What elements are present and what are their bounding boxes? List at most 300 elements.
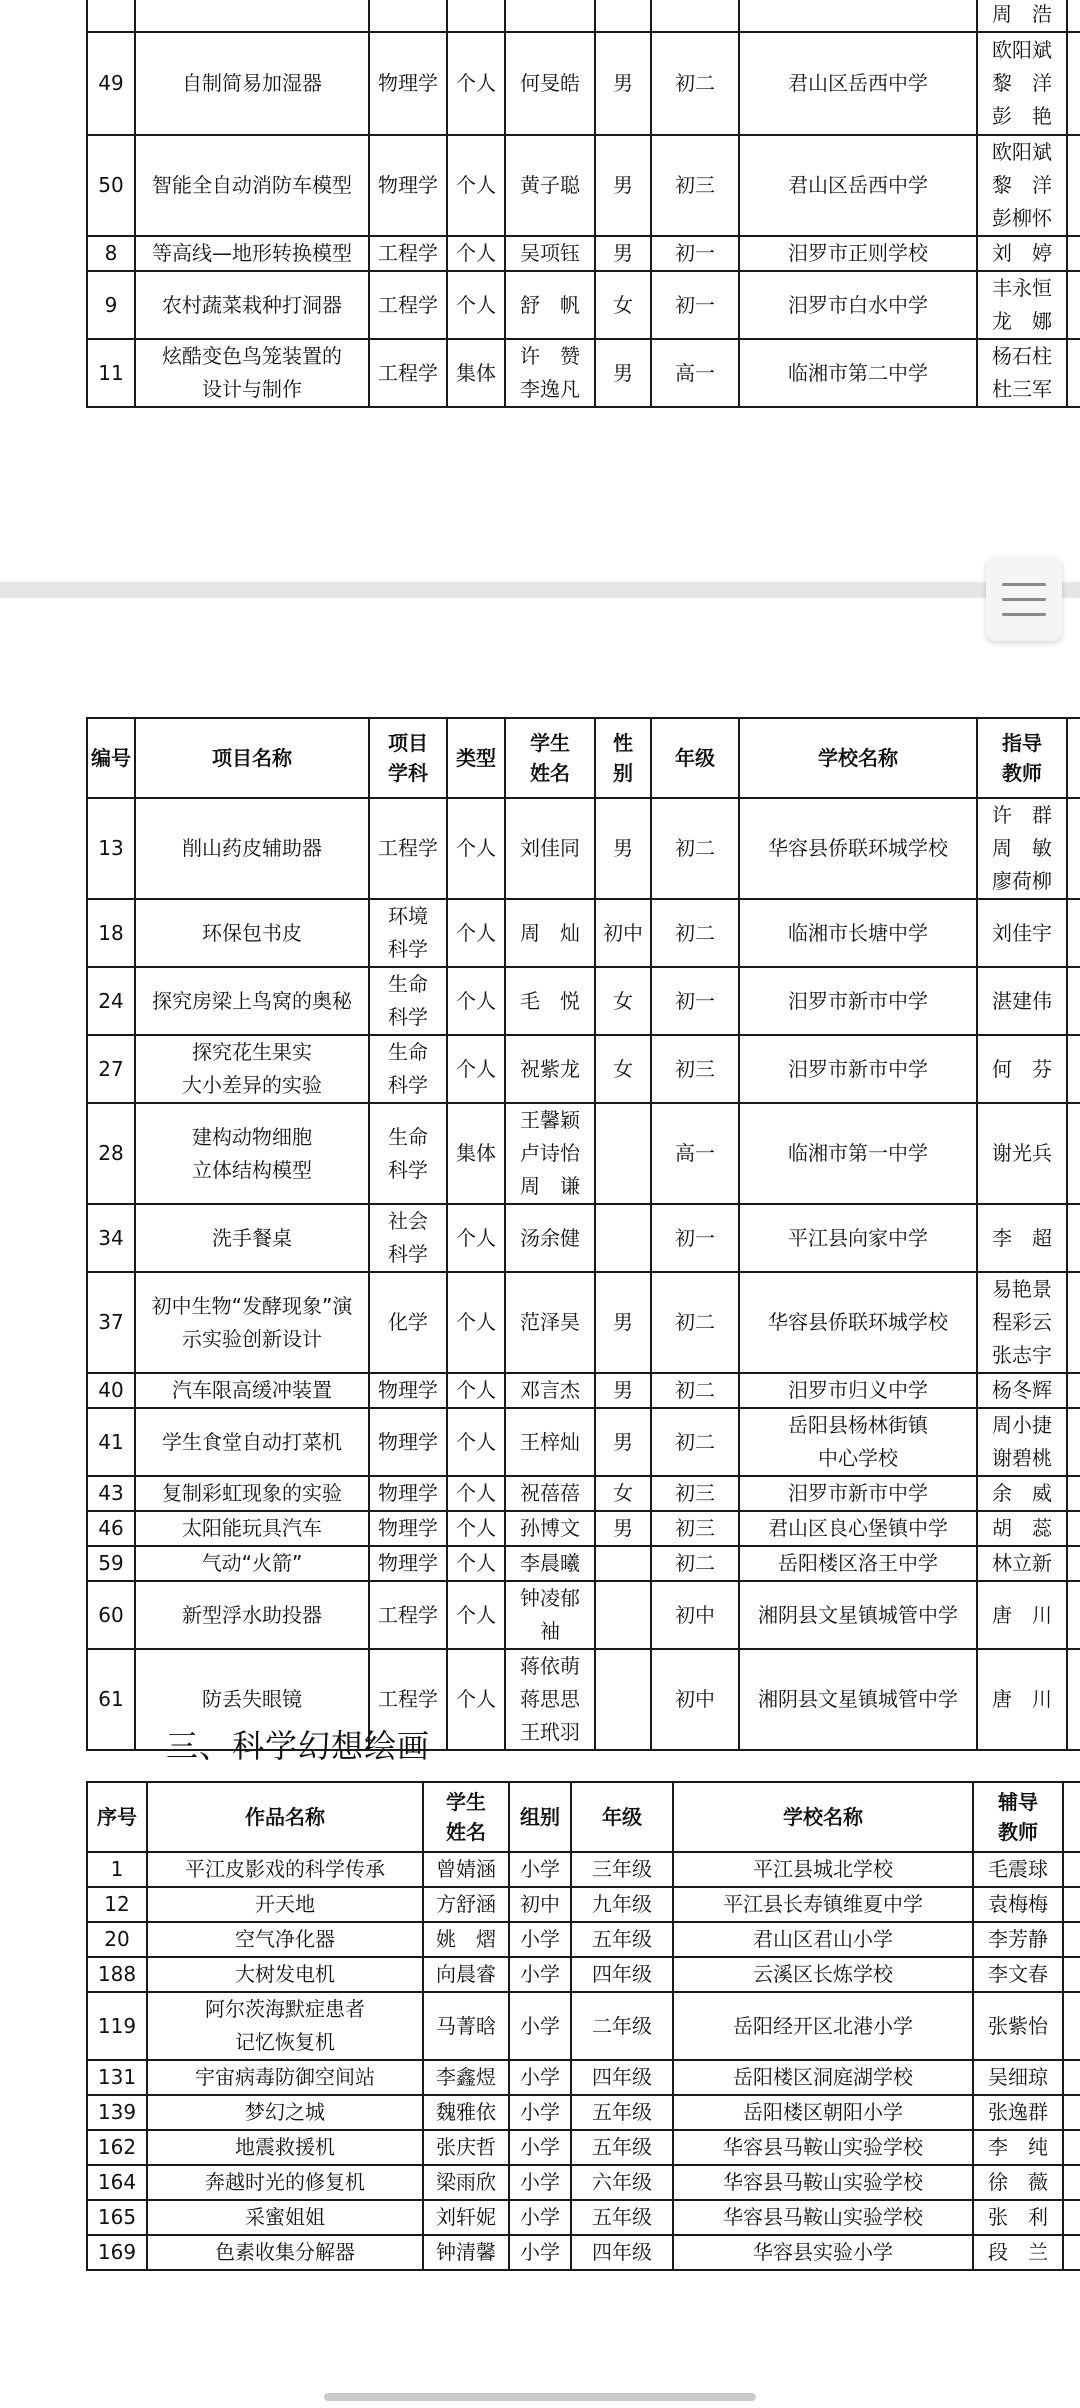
cell-name: 自制简易加湿器 xyxy=(135,32,369,135)
cell-teacher: 杨冬辉 xyxy=(977,1373,1067,1408)
cell-teacher: 唐 川 xyxy=(977,1581,1067,1649)
cell-student: 方舒涵 xyxy=(423,1887,509,1922)
cell-no: 8 xyxy=(87,236,135,271)
cell-no: 49 xyxy=(87,32,135,135)
cell-school: 汨罗市正则学校 xyxy=(739,236,977,271)
cell-no: 27 xyxy=(87,1035,135,1103)
cell-name: 探究花生果实 大小差异的实验 xyxy=(135,1035,369,1103)
cell-name: 学生食堂自动打菜机 xyxy=(135,1408,369,1476)
cell-gender: 女 xyxy=(595,967,651,1035)
cell-grade: 初二 xyxy=(651,1408,739,1476)
cell-no: 37 xyxy=(87,1272,135,1373)
cell-student: 曾婧涵 xyxy=(423,1852,509,1887)
cell-teacher: 李芳静 xyxy=(973,1922,1063,1957)
table-row xyxy=(87,1852,1080,1887)
cell-extra xyxy=(1067,1581,1080,1649)
cell-subject: 化学 xyxy=(369,1272,447,1373)
cell-school: 君山区良心堡镇中学 xyxy=(739,1511,977,1546)
cell-no: 13 xyxy=(87,798,135,899)
cell-subject xyxy=(369,0,447,32)
cell-type: 个人 xyxy=(447,1511,505,1546)
cell-subject: 生命 科学 xyxy=(369,1035,447,1103)
cell-school: 华容县马鞍山实验学校 xyxy=(673,2200,973,2235)
table-row xyxy=(87,2060,1080,2095)
cell-teacher: 欧阳斌 黎 洋 彭 艳 xyxy=(977,32,1067,135)
cell-extra xyxy=(1067,135,1080,236)
cell-student: 梁雨欣 xyxy=(423,2165,509,2200)
cell-teacher: 张 利 xyxy=(973,2200,1063,2235)
cell-no: 40 xyxy=(87,1373,135,1408)
cell-extra xyxy=(1067,236,1080,271)
cell-student: 王馨颖 卢诗怡 周 谦 xyxy=(505,1103,595,1204)
cell-student: 姚 熠 xyxy=(423,1922,509,1957)
cell-student: 吴项钰 xyxy=(505,236,595,271)
cell-no: 50 xyxy=(87,135,135,236)
cell-school: 平江县长寿镇维夏中学 xyxy=(673,1887,973,1922)
cell-gender: 男 xyxy=(595,135,651,236)
cell-school: 汨罗市新市中学 xyxy=(739,967,977,1035)
cell-teacher: 李 超 xyxy=(977,1204,1067,1272)
page-gap xyxy=(0,582,1080,598)
header-grade: 年级 xyxy=(571,1782,673,1852)
cell-student: 黄子聪 xyxy=(505,135,595,236)
hamburger-menu-icon-line xyxy=(1002,598,1046,601)
cell-grade: 初二 xyxy=(651,899,739,967)
table-row xyxy=(87,1511,1080,1546)
cell-teacher: 吴细琼 xyxy=(973,2060,1063,2095)
cell-grade: 高一 xyxy=(651,339,739,407)
cell-student: 刘轩妮 xyxy=(423,2200,509,2235)
cell-teacher: 胡 蕊 xyxy=(977,1511,1067,1546)
cell-school: 君山区君山小学 xyxy=(673,1922,973,1957)
drawing-table xyxy=(86,1781,1080,2271)
table-row xyxy=(87,2095,1080,2130)
cell-gender: 初中 xyxy=(595,899,651,967)
cell-student: 祝紫龙 xyxy=(505,1035,595,1103)
cell-teacher: 余 威 xyxy=(977,1476,1067,1511)
cell-group: 小学 xyxy=(509,2165,571,2200)
cell-gender: 男 xyxy=(595,1272,651,1373)
cell-student: 向晨睿 xyxy=(423,1957,509,1992)
cell-school: 岳阳县杨林街镇 中心学校 xyxy=(739,1408,977,1476)
cell-group: 小学 xyxy=(509,1992,571,2060)
cell-gender xyxy=(595,0,651,32)
cell-no: 18 xyxy=(87,899,135,967)
cell-extra xyxy=(1067,899,1080,967)
table-row xyxy=(87,798,1080,899)
cell-subject: 社会 科学 xyxy=(369,1204,447,1272)
header-no: 序号 xyxy=(87,1782,147,1852)
header-teacher: 辅导 教师 xyxy=(973,1782,1063,1852)
cell-name: 太阳能玩具汽车 xyxy=(135,1511,369,1546)
cell-grade: 初一 xyxy=(651,1204,739,1272)
cell-grade: 二年级 xyxy=(571,1992,673,2060)
cell-no: 28 xyxy=(87,1103,135,1204)
cell-teacher: 周 浩 xyxy=(977,0,1067,32)
cell-school: 临湘市第二中学 xyxy=(739,339,977,407)
project-table-body xyxy=(87,798,1080,1750)
cell-gender: 男 xyxy=(595,339,651,407)
table-row xyxy=(87,1272,1080,1373)
cell-school: 汨罗市白水中学 xyxy=(739,271,977,339)
cell-grade: 四年级 xyxy=(571,1957,673,1992)
cell-gender xyxy=(595,1649,651,1750)
cell-school: 华容县马鞍山实验学校 xyxy=(673,2130,973,2165)
cell-extra xyxy=(1067,32,1080,135)
cell-no: 60 xyxy=(87,1581,135,1649)
cell-name: 开天地 xyxy=(147,1887,423,1922)
cell-extra xyxy=(1067,271,1080,339)
cell-no: 20 xyxy=(87,1922,147,1957)
cell-school: 临湘市第一中学 xyxy=(739,1103,977,1204)
home-indicator[interactable] xyxy=(324,2393,756,2401)
cell-no: 1 xyxy=(87,1852,147,1887)
cell-school: 平江县向家中学 xyxy=(739,1204,977,1272)
cell-type: 个人 xyxy=(447,32,505,135)
table-row xyxy=(87,899,1080,967)
cell-student: 钟凌郁 袖 xyxy=(505,1581,595,1649)
cell-school: 岳阳楼区洛王中学 xyxy=(739,1546,977,1581)
cell-name: 平江皮影戏的科学传承 xyxy=(147,1852,423,1887)
table-row xyxy=(87,339,1080,407)
cell-type: 个人 xyxy=(447,1373,505,1408)
cell-gender: 男 xyxy=(595,1408,651,1476)
cell-subject: 物理学 xyxy=(369,1476,447,1511)
cell-type: 个人 xyxy=(447,1272,505,1373)
cell-name: 复制彩虹现象的实验 xyxy=(135,1476,369,1511)
header-student: 学生 姓名 xyxy=(505,718,595,798)
menu-button[interactable] xyxy=(986,557,1062,641)
cell-name: 削山药皮辅助器 xyxy=(135,798,369,899)
cell-grade: 初二 xyxy=(651,1546,739,1581)
cell-type: 个人 xyxy=(447,1035,505,1103)
cell-extra xyxy=(1063,2165,1080,2200)
cell-name: 空气净化器 xyxy=(147,1922,423,1957)
cell-teacher: 易艳景 程彩云 张志宇 xyxy=(977,1272,1067,1373)
cell-gender: 女 xyxy=(595,271,651,339)
cell-student: 王梓灿 xyxy=(505,1408,595,1476)
cell-extra xyxy=(1063,1957,1080,1992)
cell-extra xyxy=(1067,1272,1080,1373)
cell-student: 蒋依萌 蒋思思 王玳羽 xyxy=(505,1649,595,1750)
cell-no: 12 xyxy=(87,1887,147,1922)
cell-type: 个人 xyxy=(447,236,505,271)
cell-grade: 三年级 xyxy=(571,1852,673,1887)
table-row xyxy=(87,2130,1080,2165)
cell-student: 舒 帆 xyxy=(505,271,595,339)
cell-name: 建构动物细胞 立体结构模型 xyxy=(135,1103,369,1204)
cell-extra xyxy=(1067,967,1080,1035)
table-row xyxy=(87,1581,1080,1649)
cell-gender: 男 xyxy=(595,1511,651,1546)
cell-type: 个人 xyxy=(447,1476,505,1511)
cell-group: 小学 xyxy=(509,2200,571,2235)
cell-name: 地震救援机 xyxy=(147,2130,423,2165)
cell-teacher: 刘佳宇 xyxy=(977,899,1067,967)
table-header-row xyxy=(87,718,1080,798)
cell-type: 个人 xyxy=(447,1581,505,1649)
cell-teacher: 刘 婷 xyxy=(977,236,1067,271)
cell-name: 气动“火箭” xyxy=(135,1546,369,1581)
cell-extra xyxy=(1067,1649,1080,1750)
cell-teacher: 欧阳斌 黎 洋 彭柳怀 xyxy=(977,135,1067,236)
cell-name: 大树发电机 xyxy=(147,1957,423,1992)
cell-school: 华容县实验小学 xyxy=(673,2235,973,2270)
cell-subject: 工程学 xyxy=(369,236,447,271)
cell-extra xyxy=(1067,1408,1080,1476)
cell-name: 色素收集分解器 xyxy=(147,2235,423,2270)
cell-group: 小学 xyxy=(509,2060,571,2095)
cell-no: 131 xyxy=(87,2060,147,2095)
cell-school: 云溪区长炼学校 xyxy=(673,1957,973,1992)
cell-grade: 初二 xyxy=(651,1373,739,1408)
cell-student: 刘佳同 xyxy=(505,798,595,899)
cell-name: 奔越时光的修复机 xyxy=(147,2165,423,2200)
cell-teacher: 杨石柱 杜三军 xyxy=(977,339,1067,407)
hamburger-menu-icon-line xyxy=(1002,613,1046,616)
cell-grade: 初中 xyxy=(651,1649,739,1750)
cell-teacher: 袁梅梅 xyxy=(973,1887,1063,1922)
cell-grade: 初三 xyxy=(651,1476,739,1511)
cell-grade: 五年级 xyxy=(571,2130,673,2165)
cell-grade: 四年级 xyxy=(571,2060,673,2095)
cell-grade: 初三 xyxy=(651,135,739,236)
header-extra xyxy=(1067,718,1080,798)
cell-student: 李晨曦 xyxy=(505,1546,595,1581)
cell-group: 小学 xyxy=(509,2130,571,2165)
cell-extra xyxy=(1063,1852,1080,1887)
cell-extra xyxy=(1067,1476,1080,1511)
cell-group: 小学 xyxy=(509,1922,571,1957)
cell-grade: 六年级 xyxy=(571,2165,673,2200)
cell-teacher: 李文春 xyxy=(973,1957,1063,1992)
cell-type: 个人 xyxy=(447,899,505,967)
table-row xyxy=(87,135,1080,236)
cell-school: 岳阳楼区朝阳小学 xyxy=(673,2095,973,2130)
header-subject: 项目 学科 xyxy=(369,718,447,798)
table-row xyxy=(87,2200,1080,2235)
table-row xyxy=(87,2235,1080,2270)
cell-extra xyxy=(1063,2200,1080,2235)
cell-name: 智能全自动消防车模型 xyxy=(135,135,369,236)
cell-grade: 初二 xyxy=(651,32,739,135)
table-row xyxy=(87,1957,1080,1992)
cell-no: 24 xyxy=(87,967,135,1035)
cell-grade: 九年级 xyxy=(571,1887,673,1922)
cell-grade: 初一 xyxy=(651,236,739,271)
cell-teacher: 徐 薇 xyxy=(973,2165,1063,2200)
cell-grade: 初二 xyxy=(651,1272,739,1373)
table-row xyxy=(87,1546,1080,1581)
cell-school: 临湘市长塘中学 xyxy=(739,899,977,967)
cell-student: 何旻皓 xyxy=(505,32,595,135)
cell-no: 164 xyxy=(87,2165,147,2200)
cell-subject: 物理学 xyxy=(369,1373,447,1408)
cell-grade: 初中 xyxy=(651,1581,739,1649)
cell-school: 华容县侨联环城学校 xyxy=(739,1272,977,1373)
cell-teacher: 唐 川 xyxy=(977,1649,1067,1750)
cell-type: 个人 xyxy=(447,135,505,236)
cell-extra xyxy=(1067,1035,1080,1103)
cell-subject: 生命 科学 xyxy=(369,967,447,1035)
cell-gender: 男 xyxy=(595,32,651,135)
section-title: 三、科学幻想绘画 xyxy=(166,1727,431,1765)
cell-subject: 工程学 xyxy=(369,339,447,407)
cell-subject: 工程学 xyxy=(369,1581,447,1649)
cell-name: 洗手餐桌 xyxy=(135,1204,369,1272)
table-row xyxy=(87,1992,1080,2060)
cell-subject: 环境 科学 xyxy=(369,899,447,967)
cell-no: 119 xyxy=(87,1992,147,2060)
cell-student: 李鑫煜 xyxy=(423,2060,509,2095)
table-row xyxy=(87,1373,1080,1408)
cell-no: 188 xyxy=(87,1957,147,1992)
header-extra xyxy=(1063,1782,1080,1852)
cell-gender xyxy=(595,1103,651,1204)
cell-teacher: 丰永恒 龙 娜 xyxy=(977,271,1067,339)
cell-name: 新型浮水助投器 xyxy=(135,1581,369,1649)
header-gender: 性 别 xyxy=(595,718,651,798)
table-row xyxy=(87,1476,1080,1511)
cell-name: 炫酷变色鸟笼装置的 设计与制作 xyxy=(135,339,369,407)
table-row xyxy=(87,1103,1080,1204)
cell-school: 华容县侨联环城学校 xyxy=(739,798,977,899)
cell-student: 周 灿 xyxy=(505,899,595,967)
cell-teacher: 毛震球 xyxy=(973,1852,1063,1887)
cell-type: 个人 xyxy=(447,967,505,1035)
cell-student: 魏雅依 xyxy=(423,2095,509,2130)
cell-grade: 初一 xyxy=(651,967,739,1035)
table-row xyxy=(87,32,1080,135)
cell-student: 钟清馨 xyxy=(423,2235,509,2270)
cell-school: 湘阴县文星镇城管中学 xyxy=(739,1649,977,1750)
cell-student: 祝蓓蓓 xyxy=(505,1476,595,1511)
cell-student: 汤余健 xyxy=(505,1204,595,1272)
table-row xyxy=(87,967,1080,1035)
cell-school: 汨罗市新市中学 xyxy=(739,1035,977,1103)
header-student: 学生 姓名 xyxy=(423,1782,509,1852)
cell-no: 46 xyxy=(87,1511,135,1546)
cell-student: 范泽昊 xyxy=(505,1272,595,1373)
cell-student: 许 赞 李逸凡 xyxy=(505,339,595,407)
cell-no: 34 xyxy=(87,1204,135,1272)
cell-teacher: 张逸群 xyxy=(973,2095,1063,2130)
cell-type: 个人 xyxy=(447,798,505,899)
cell-gender xyxy=(595,1204,651,1272)
cell-grade: 五年级 xyxy=(571,2200,673,2235)
cell-no: 139 xyxy=(87,2095,147,2130)
cell-name: 采蜜姐姐 xyxy=(147,2200,423,2235)
cell-teacher: 何 芬 xyxy=(977,1035,1067,1103)
cell-student: 张庆哲 xyxy=(423,2130,509,2165)
cell-extra xyxy=(1063,2235,1080,2270)
table-row xyxy=(87,0,1080,32)
cell-name: 防丢失眼镜 xyxy=(135,1649,369,1750)
cell-name: 梦幻之城 xyxy=(147,2095,423,2130)
cell-teacher: 许 群 周 敏 廖荷柳 xyxy=(977,798,1067,899)
cell-name: 等高线—地形转换模型 xyxy=(135,236,369,271)
cell-no: 162 xyxy=(87,2130,147,2165)
header-no: 编号 xyxy=(87,718,135,798)
cell-type: 集体 xyxy=(447,339,505,407)
cell-grade: 初三 xyxy=(651,1035,739,1103)
cell-teacher: 湛建伟 xyxy=(977,967,1067,1035)
table-header-row xyxy=(87,1782,1080,1852)
cell-gender: 女 xyxy=(595,1476,651,1511)
cell-teacher: 林立新 xyxy=(977,1546,1067,1581)
cell-gender: 男 xyxy=(595,236,651,271)
cell-teacher: 周小捷 谢碧桃 xyxy=(977,1408,1067,1476)
header-grade: 年级 xyxy=(651,718,739,798)
cell-gender xyxy=(595,1581,651,1649)
header-type: 类型 xyxy=(447,718,505,798)
cell-subject: 物理学 xyxy=(369,32,447,135)
project-table-continued xyxy=(86,0,1080,408)
cell-subject: 物理学 xyxy=(369,135,447,236)
header-teacher: 指导 教师 xyxy=(977,718,1067,798)
cell-type: 集体 xyxy=(447,1103,505,1204)
cell-school: 汨罗市新市中学 xyxy=(739,1476,977,1511)
cell-student: 邓言杰 xyxy=(505,1373,595,1408)
cell-school: 湘阴县文星镇城管中学 xyxy=(739,1581,977,1649)
cell-student xyxy=(505,0,595,32)
cell-grade: 初二 xyxy=(651,798,739,899)
cell-grade xyxy=(651,0,739,32)
cell-subject: 工程学 xyxy=(369,1649,447,1750)
cell-no xyxy=(87,0,135,32)
cell-school: 岳阳楼区洞庭湖学校 xyxy=(673,2060,973,2095)
cell-subject: 物理学 xyxy=(369,1408,447,1476)
cell-no: 59 xyxy=(87,1546,135,1581)
cell-type: 个人 xyxy=(447,1546,505,1581)
cell-name: 阿尔茨海默症患者 记忆恢复机 xyxy=(147,1992,423,2060)
cell-gender xyxy=(595,1546,651,1581)
cell-school: 岳阳经开区北港小学 xyxy=(673,1992,973,2060)
cell-subject: 物理学 xyxy=(369,1511,447,1546)
cell-no: 41 xyxy=(87,1408,135,1476)
header-school: 学校名称 xyxy=(739,718,977,798)
cell-group: 小学 xyxy=(509,2095,571,2130)
cell-extra xyxy=(1067,1546,1080,1581)
cell-extra xyxy=(1067,798,1080,899)
cell-no: 169 xyxy=(87,2235,147,2270)
cell-teacher: 张紫怡 xyxy=(973,1992,1063,2060)
cell-extra xyxy=(1063,2130,1080,2165)
drawing-table-body xyxy=(87,1852,1080,2270)
cell-no: 43 xyxy=(87,1476,135,1511)
table-row xyxy=(87,1204,1080,1272)
cell-teacher: 段 兰 xyxy=(973,2235,1063,2270)
cell-name: 探究房梁上鸟窝的奥秘 xyxy=(135,967,369,1035)
cell-extra xyxy=(1067,1511,1080,1546)
cell-no: 165 xyxy=(87,2200,147,2235)
cell-extra xyxy=(1063,1992,1080,2060)
cell-no: 61 xyxy=(87,1649,135,1750)
project-table xyxy=(86,717,1080,1751)
cell-teacher: 李 纯 xyxy=(973,2130,1063,2165)
table-row xyxy=(87,1922,1080,1957)
cell-group: 小学 xyxy=(509,1852,571,1887)
header-project-name: 项目名称 xyxy=(135,718,369,798)
cell-grade: 初一 xyxy=(651,271,739,339)
cell-extra xyxy=(1063,1922,1080,1957)
table-row xyxy=(87,236,1080,271)
cell-school: 君山区岳西中学 xyxy=(739,135,977,236)
cell-school: 平江县城北学校 xyxy=(673,1852,973,1887)
cell-subject: 工程学 xyxy=(369,798,447,899)
header-group: 组别 xyxy=(509,1782,571,1852)
cell-type xyxy=(447,0,505,32)
